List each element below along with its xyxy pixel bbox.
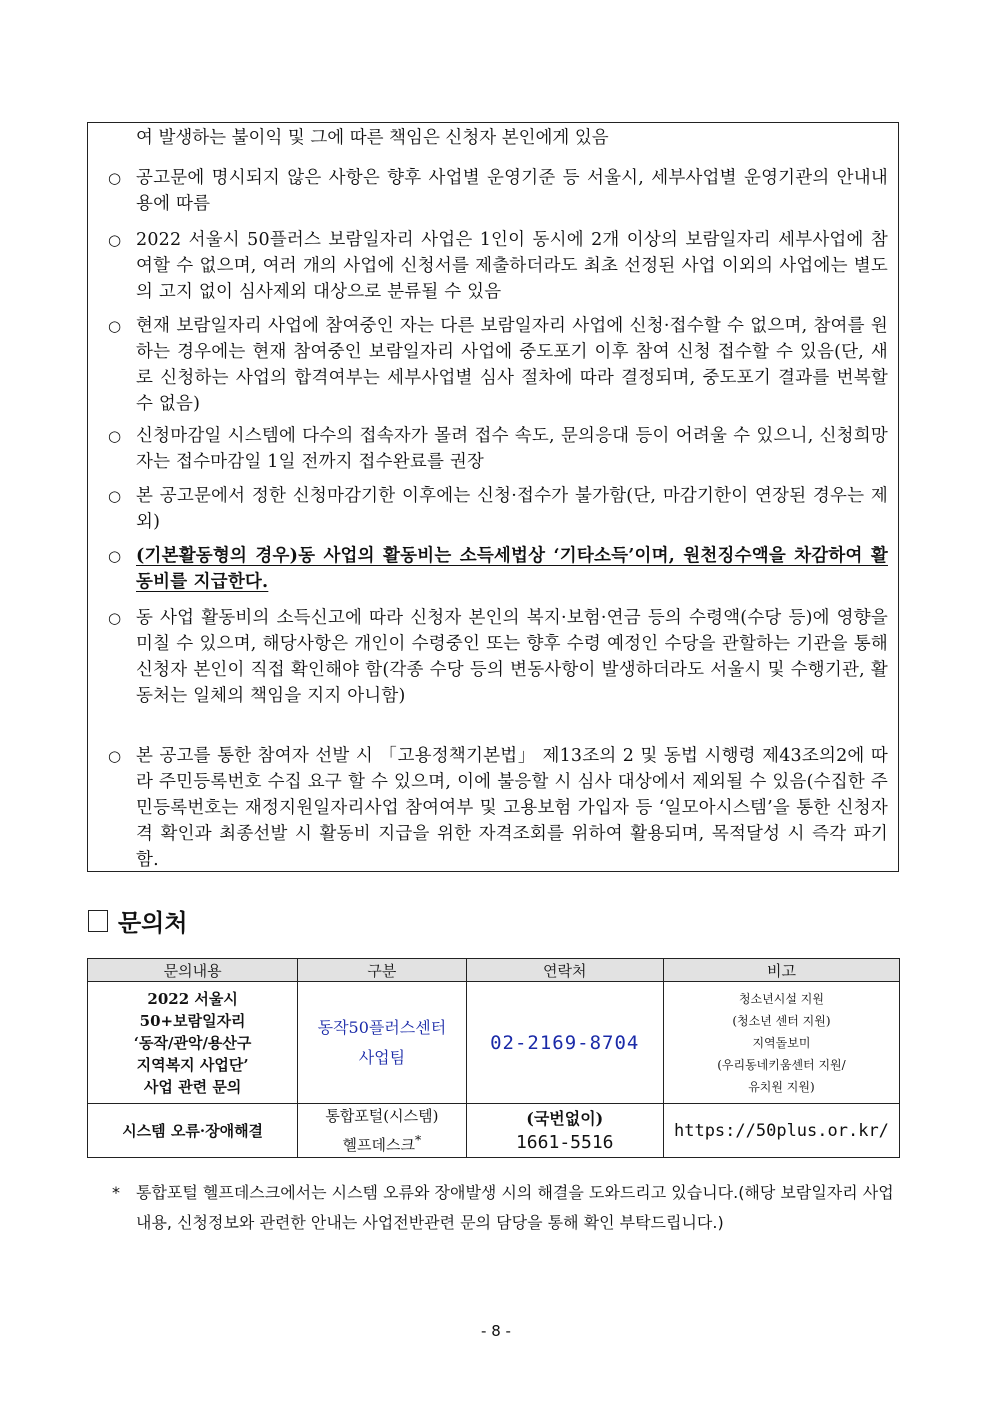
column-header: 문의내용 [88, 959, 298, 982]
bullet-circle-icon: ○ [108, 169, 122, 187]
table-row [88, 982, 900, 1104]
notice-item-text: 동 사업 활동비의 소득신고에 따라 신청자 본인의 복지·보험·연금 등의 수령액(수당 등)에 영향을 미칠 수 있으며, 해당사항은 개인이 수령중인 또는 향후 수령 예정인 수당을 관할하는 기관을 통해 신청자 본인이 직접 확인해야 함(각종 수당 등의 변동사항이 발생하더라도 서울시 및 수행기관, 활동처는 일체의 책임을 지지 아니함) [136, 608, 888, 706]
notice-item-text: 신청마감일 시스템에 다수의 접속자가 몰려 접수 속도, 문의응대 등이 어려울 수 있으니, 신청희망자는 접수마감일 1일 전까지 접수완료를 권장 [136, 426, 888, 472]
column-header: 연락처 [466, 959, 663, 982]
table-row [88, 1104, 900, 1158]
continuation-text: 여 발생하는 불이익 및 그에 따른 책임은 신청자 본인에게 있음 [136, 128, 609, 148]
inquiry-cell: 시스템 오류·장애해결 [88, 1104, 298, 1158]
notice-item [108, 483, 888, 535]
notice-item-text: 공고문에 명시되지 않은 사항은 향후 사업별 운영기준 등 서울시, 세부사업별 운영기관의 안내내용에 따름 [136, 168, 888, 214]
notice-item [108, 423, 888, 475]
bullet-circle-icon: ○ [108, 317, 122, 335]
section-title: 문의처 [118, 909, 188, 937]
column-header: 비고 [663, 959, 899, 982]
column-header: 구분 [298, 959, 466, 982]
notice-item [108, 165, 888, 217]
division-cell: 통합포털(시스템) 헬프데스크* [298, 1104, 466, 1158]
notice-item-emphasized [108, 543, 888, 595]
bullet-circle-icon: ○ [108, 427, 122, 445]
bullet-circle-icon: ○ [108, 487, 122, 505]
footnote-text: 통합포털 헬프데스크에서는 시스템 오류와 장애발생 시의 해결을 도와드리고 있습니다.(해당 보람일자리 사업내용, 신청정보와 관련한 안내는 사업전반관련 문의 담당을 통해 확인 부탁드립니다.) [136, 1183, 894, 1232]
bullet-circle-icon: ○ [108, 547, 122, 565]
bullet-circle-icon: ○ [108, 609, 122, 627]
notice-item-text: 2022 서울시 50플러스 보람일자리 사업은 1인이 동시에 2개 이상의 보람일자리 세부사업에 참여할 수 없으며, 여러 개의 사업에 신청서를 제출하더라도 최초 선정된 사업 이외의 사업에는 별도의 고지 없이 심사제외 대상으로 분류될 수 있음 [136, 230, 888, 302]
contact-table [87, 958, 900, 1158]
square-bullet-icon [88, 910, 108, 932]
table-header-row [88, 959, 900, 982]
website-link[interactable]: https://50plus.or.kr/ [663, 1104, 899, 1158]
notice-item [108, 743, 888, 873]
contact-cell: (국번없이) 1661-5516 [466, 1104, 663, 1158]
asterisk-mark: * [112, 1183, 120, 1202]
notice-item [108, 313, 888, 417]
notice-item-text: 본 공고를 통한 참여자 선발 시 「고용정책기본법」 제13조의 2 및 동법 시행령 제43조의2에 따라 주민등록번호 수집 요구 할 수 있으며, 이에 불응할 시 심사 대상에서 제외될 수 있음(수집한 주민등록번호는 재정지원일자리사업 참여여부 및 고용보험 가입자 등 ‘일모아시스템’을 통한 신청자격 확인과 최종선발 시 활동비 지급을 위한 자격조회를 위하여 활용되며, 목적달성 시 즉각 파기함. [136, 746, 888, 870]
phone-number: 1661-5516 [515, 1131, 614, 1153]
note-cell: 청소년시설 지원 (청소년 센터 지원) 지역돌보미 (우리동네키움센터 지원/ 유치원 지원) [663, 982, 899, 1104]
page-number: - 8 - [481, 1322, 511, 1340]
notice-box [87, 122, 899, 872]
notice-item [108, 227, 888, 305]
inquiry-cell: 2022 서울시 50+보람일자리 ‘동작/관악/용산구 지역복지 사업단’ 사업 관련 문의 [88, 982, 298, 1104]
bullet-circle-icon: ○ [108, 747, 122, 765]
notice-item-text: 현재 보람일자리 사업에 참여중인 자는 다른 보람일자리 사업에 신청·접수할 수 없으며, 참여를 원하는 경우에는 현재 참여중인 보람일자리 사업에 중도포기 이후 참여 신청 접수할 수 있음(단, 새로 신청하는 사업의 합격여부는 세부사업별 심사 절차에 따라 결정되며, 중도포기 결과를 번복할 수 없음) [136, 316, 888, 414]
notice-item-text: (기본활동형의 경우)동 사업의 활동비는 소득세법상 ‘기타소득’이며, 원천징수액을 차감하여 활동비를 지급한다. [136, 546, 888, 592]
notice-item [108, 605, 888, 709]
bullet-circle-icon: ○ [108, 231, 122, 249]
footnote [112, 1178, 902, 1238]
notice-item-text: 본 공고문에서 정한 신청마감기한 이후에는 신청·접수가 불가함(단, 마감기한이 연장된 경우는 제외) [136, 486, 888, 532]
division-cell: 동작50플러스센터 사업팀 [298, 982, 466, 1104]
phone-number: 02-2169-8704 [466, 982, 663, 1104]
footnote-mark: * [415, 1132, 422, 1147]
section-heading [88, 903, 188, 938]
